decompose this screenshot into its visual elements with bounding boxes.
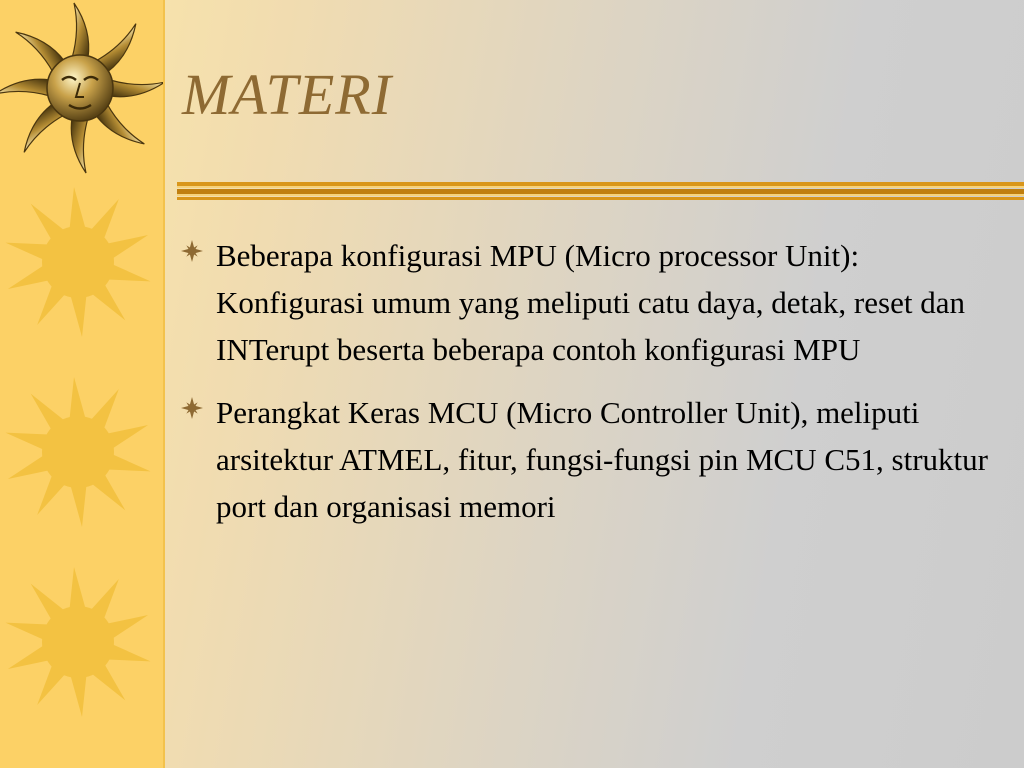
bullet-list: [180, 232, 1010, 546]
sun-face-icon: [0, 3, 163, 173]
sun-sidebar: [0, 0, 165, 768]
bullet-text: Perangkat Keras MCU (Micro Controller Unit), meliputi arsitektur ATMEL, fitur, fungsi-fungsi pin MCU C51, struktur port dan organisasi memori: [216, 395, 988, 524]
list-item: [180, 232, 1010, 373]
list-item: [180, 389, 1010, 530]
slide-title: MATERI: [182, 62, 393, 127]
title-divider: [177, 180, 1024, 202]
star-bullet-icon: [180, 396, 204, 420]
star-bullet-icon: [180, 239, 204, 263]
bullet-text: Beberapa konfigurasi MPU (Micro processor Unit): Konfigurasi umum yang meliputi catu daya, detak, reset dan INTerupt beserta beberapa contoh konfigurasi MPU: [216, 238, 965, 367]
sun-icon: [4, 377, 152, 527]
sun-icon: [4, 567, 152, 717]
sun-icon: [4, 187, 152, 337]
